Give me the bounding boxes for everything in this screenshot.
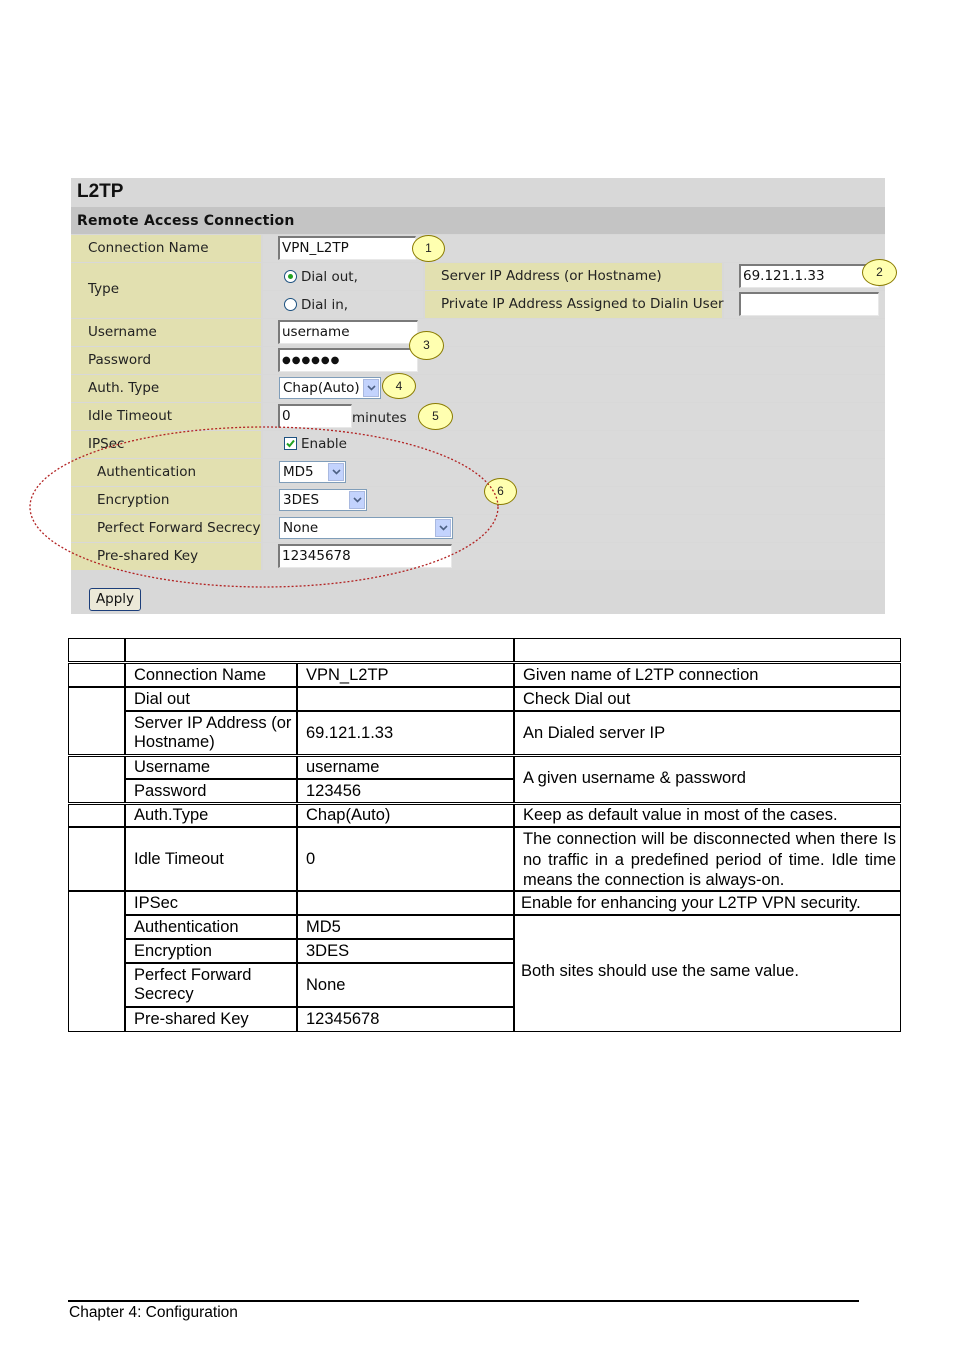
encryption-select-value: 3DES [283,492,320,508]
table-index-cell [68,891,125,1032]
table-row [125,963,297,1007]
table-row [297,711,514,755]
pfs-select-value: None [283,520,319,536]
password-label-cell [71,347,261,374]
callout-5: 5 [418,403,453,430]
auth-type-select-value: Chap(Auto) [283,380,360,396]
field-value: 12345678 [306,1010,380,1028]
table-row [297,891,514,915]
apply-button[interactable]: Apply [89,588,141,611]
panel-title: L2TP [77,181,124,202]
table-row [297,804,514,827]
table-row [297,687,514,711]
idle-timeout-label: Idle Timeout [88,408,173,424]
idle-timeout-unit: minutes [352,410,407,426]
panel-title-bar [71,178,885,207]
table-row [514,915,901,1032]
table-row [514,663,901,687]
connection-name-label: Connection Name [88,240,209,256]
field-description: Both sites should use the same value. [521,962,799,980]
connection-name-label-cell [71,235,261,262]
table-row [514,711,901,755]
callout-2: 2 [862,259,897,286]
auth-type-select[interactable] [279,377,381,399]
dial-out-label: Dial out, [301,269,358,285]
private-ip-label: Private IP Address Assigned to Dialin User [441,296,724,312]
field-name: Dial out [134,690,190,708]
table-row [297,779,514,803]
password-input[interactable]: ●●●●●● [278,348,418,372]
private-ip-input[interactable] [739,292,879,316]
field-value: VPN_L2TP [306,666,389,684]
field-description: Given name of L2TP connection [523,666,759,684]
field-value: MD5 [306,918,341,936]
type-label-cell [71,263,261,318]
callout-3: 3 [409,331,444,360]
username-label: Username [88,324,157,340]
ipsec-dotted-ellipse [28,423,508,593]
table-index-cell [68,756,125,803]
table-row [514,827,901,891]
callout-6: 6 [484,478,517,505]
idle-timeout-input[interactable]: 0 [278,404,352,428]
server-ip-label: Server IP Address (or Hostname) [441,268,662,284]
type-label: Type [88,281,120,297]
server-ip-input[interactable]: 69.121.1.33 [739,264,879,288]
field-name: Password [134,782,207,800]
table-row [297,963,514,1007]
psk-input[interactable]: 12345678 [278,544,452,568]
table-row [125,779,297,803]
table-row [125,756,297,779]
authentication-select-value: MD5 [283,464,314,480]
table-row [125,939,297,963]
username-input[interactable]: username [278,320,418,344]
field-description: Enable for enhancing your L2TP VPN security. [521,894,861,912]
connection-name-input[interactable]: VPN_L2TP [278,236,416,260]
chevron-down-icon[interactable] [363,379,379,397]
field-name: Server IP Address (or Hostname) [134,714,292,751]
encryption-label: Encryption [97,492,170,508]
dial-in-radio[interactable] [284,298,297,311]
table-header-cell [514,638,901,662]
table-row [297,939,514,963]
psk-label: Pre-shared Key [97,548,199,564]
table-row [125,891,297,915]
table-index-cell [68,687,125,755]
radio-selected-dot [288,274,293,279]
dial-out-radio[interactable] [284,270,297,283]
table-row [514,804,901,827]
table-row [514,756,901,803]
table-header-cell [68,638,125,662]
private-ip-label-cell [425,291,722,318]
field-value: 3DES [306,942,350,960]
footer-divider [68,1300,859,1302]
table-row [297,827,514,891]
table-index-cell [68,827,125,891]
callout-4: 4 [382,373,416,399]
field-name: Perfect Forward Secrecy [134,966,252,1003]
table-row [514,687,901,711]
username-label-cell [71,319,261,346]
authentication-label: Authentication [97,464,197,480]
password-label: Password [88,352,152,368]
section-title: Remote Access Connection [77,213,295,229]
field-value: None [306,976,346,994]
dial-in-label: Dial in, [301,297,349,313]
table-row [125,827,297,891]
table-row [297,1007,514,1032]
field-description: The connection will be disconnected when there Is no traffic in a predefined period of time. Idle time means the connection is always-on. [523,830,896,889]
field-value: 69.121.1.33 [306,724,394,742]
table-index-cell [68,663,125,687]
field-name: Idle Timeout [134,850,224,868]
table-row [125,804,297,827]
field-name: Pre-shared Key [134,1010,249,1028]
field-description: Check Dial out [523,690,631,708]
field-value: 0 [306,850,316,868]
table-row [297,663,514,687]
field-description: A given username & password [523,769,746,787]
field-name: IPSec [134,894,179,912]
field-name: Authentication [134,918,239,936]
table-row [297,756,514,779]
field-name: Encryption [134,942,212,960]
table-row [125,915,297,939]
field-description: An Dialed server IP [523,724,666,742]
pfs-label: Perfect Forward Secrecy [97,520,261,536]
ipsec-label: IPSec [88,436,125,452]
callout-1: 1 [412,235,445,262]
table-row [125,663,297,687]
field-name: Auth.Type [134,806,209,824]
table-row [514,891,901,915]
table-row [297,915,514,939]
field-name: Username [134,758,211,776]
table-row [125,687,297,711]
table-row [125,1007,297,1032]
field-name: Connection Name [134,666,267,684]
server-ip-label-cell [425,263,722,290]
field-value: 123456 [306,782,362,800]
footer-chapter: Chapter 4: Configuration [69,1304,238,1321]
section-header [71,207,885,234]
ipsec-enable-label: Enable [301,436,347,452]
table-row [125,711,297,755]
auth-type-label: Auth. Type [88,380,160,396]
auth-type-label-cell [71,375,261,402]
table-header-cell [125,638,514,662]
field-value: Chap(Auto) [306,806,391,824]
field-description: Keep as default value in most of the cases. [523,806,838,824]
field-value: username [306,758,380,776]
table-index-cell [68,804,125,827]
description-table [68,638,901,1032]
